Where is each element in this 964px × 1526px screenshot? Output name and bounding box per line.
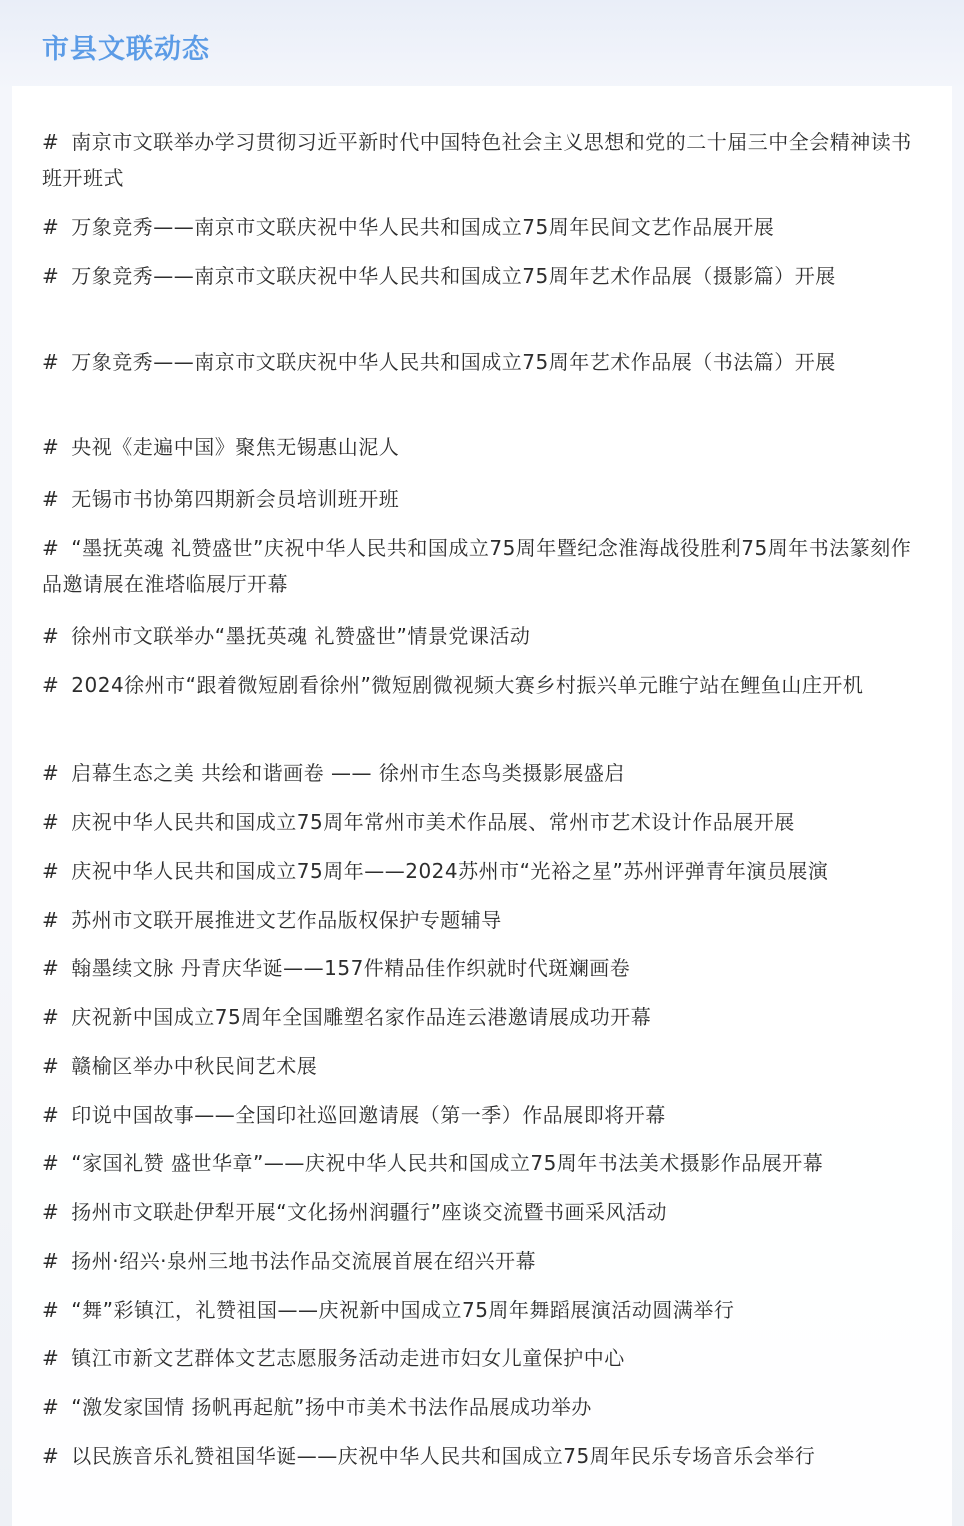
- hash-icon: #: [42, 673, 60, 697]
- news-title: 庆祝新中国成立75周年全国雕塑名家作品连云港邀请展成功开幕: [71, 1005, 652, 1029]
- news-title: 苏州市文联开展推进文艺作品版权保护专题辅导: [71, 908, 502, 932]
- news-item[interactable]: [42, 1292, 924, 1328]
- hash-icon: #: [42, 908, 60, 932]
- news-panel: [12, 86, 952, 1526]
- hash-icon: #: [42, 1200, 60, 1224]
- hash-icon: #: [42, 1005, 60, 1029]
- news-title: 央视《走遍中国》聚焦无锡惠山泥人: [71, 435, 400, 459]
- page-title: 市县文联动态: [42, 34, 210, 65]
- hash-icon: #: [42, 435, 60, 459]
- news-item[interactable]: [42, 755, 924, 791]
- news-title: 徐州市文联举办“墨抚英魂 礼赞盛世”情景党课活动: [71, 624, 531, 648]
- news-item[interactable]: [42, 1194, 924, 1230]
- news-item[interactable]: [42, 999, 924, 1035]
- hash-icon: #: [42, 1249, 60, 1273]
- hash-icon: #: [42, 1395, 60, 1419]
- news-title: 镇江市新文艺群体文艺志愿服务活动走进市妇女儿童保护中心: [71, 1346, 625, 1370]
- hash-icon: #: [42, 350, 60, 374]
- news-title: 无锡市书协第四期新会员培训班开班: [71, 487, 400, 511]
- news-title: “舞”彩镇江，礼赞祖国——庆祝新中国成立75周年舞蹈展演活动圆满举行: [71, 1298, 735, 1322]
- news-item[interactable]: [42, 124, 924, 196]
- news-item[interactable]: [42, 1340, 924, 1376]
- news-item[interactable]: [42, 667, 924, 703]
- news-title: 万象竞秀——南京市文联庆祝中华人民共和国成立75周年艺术作品展（摄影篇）开展: [71, 264, 836, 288]
- hash-icon: #: [42, 1103, 60, 1127]
- news-item[interactable]: [42, 618, 924, 654]
- news-item[interactable]: [42, 344, 924, 380]
- news-title: 以民族音乐礼赞祖国华诞——庆祝中华人民共和国成立75周年民乐专场音乐会举行: [71, 1444, 816, 1468]
- news-item[interactable]: [42, 853, 924, 889]
- hash-icon: #: [42, 130, 60, 154]
- news-item[interactable]: [42, 258, 924, 294]
- news-title: 万象竞秀——南京市文联庆祝中华人民共和国成立75周年艺术作品展（书法篇）开展: [71, 350, 836, 374]
- news-title: “激发家国情 扬帆再起航”扬中市美术书法作品展成功举办: [71, 1395, 592, 1419]
- hash-icon: #: [42, 810, 60, 834]
- news-item[interactable]: [42, 1243, 924, 1279]
- news-title: 启幕生态之美 共绘和谐画卷 —— 徐州市生态鸟类摄影展盛启: [71, 761, 625, 785]
- news-title: “家国礼赞 盛世华章”——庆祝中华人民共和国成立75周年书法美术摄影作品展开幕: [71, 1151, 824, 1175]
- hash-icon: #: [42, 487, 60, 511]
- hash-icon: #: [42, 1298, 60, 1322]
- hash-icon: #: [42, 956, 60, 980]
- news-item[interactable]: [42, 530, 924, 602]
- news-title: 庆祝中华人民共和国成立75周年——2024苏州市“光裕之星”苏州评弹青年演员展演: [71, 859, 829, 883]
- news-title: 万象竞秀——南京市文联庆祝中华人民共和国成立75周年民间文艺作品展开展: [71, 215, 775, 239]
- news-item[interactable]: [42, 950, 924, 986]
- hash-icon: #: [42, 264, 60, 288]
- news-title: 扬州市文联赴伊犁开展“文化扬州润疆行”座谈交流暨书画采风活动: [71, 1200, 667, 1224]
- news-item[interactable]: [42, 1145, 924, 1181]
- hash-icon: #: [42, 859, 60, 883]
- news-item[interactable]: [42, 804, 924, 840]
- news-item[interactable]: [42, 429, 924, 465]
- news-item[interactable]: [42, 902, 924, 938]
- hash-icon: #: [42, 1151, 60, 1175]
- hash-icon: #: [42, 536, 60, 560]
- news-title: 庆祝中华人民共和国成立75周年常州市美术作品展、常州市艺术设计作品展开展: [71, 810, 795, 834]
- hash-icon: #: [42, 1444, 60, 1468]
- news-title: 南京市文联举办学习贯彻习近平新时代中国特色社会主义思想和党的二十届三中全会精神读书班开班式: [42, 130, 912, 190]
- news-title: 2024徐州市“跟着微短剧看徐州”微短剧微视频大赛乡村振兴单元睢宁站在鲤鱼山庄开机: [71, 673, 864, 697]
- hash-icon: #: [42, 761, 60, 785]
- news-title: 印说中国故事——全国印社巡回邀请展（第一季）作品展即将开幕: [71, 1103, 666, 1127]
- news-title: 扬州·绍兴·泉州三地书法作品交流展首展在绍兴开幕: [71, 1249, 536, 1273]
- hash-icon: #: [42, 215, 60, 239]
- news-item[interactable]: [42, 1097, 924, 1133]
- news-title: “墨抚英魂 礼赞盛世”庆祝中华人民共和国成立75周年暨纪念淮海战役胜利75周年书法篆刻作品邀请展在淮塔临展厅开幕: [42, 536, 912, 596]
- news-title: 赣榆区举办中秋民间艺术展: [71, 1054, 318, 1078]
- news-item[interactable]: [42, 1389, 924, 1425]
- news-item[interactable]: [42, 209, 924, 245]
- news-item[interactable]: [42, 481, 924, 517]
- news-title: 翰墨续文脉 丹青庆华诞——157件精品佳作织就时代斑斓画卷: [71, 956, 631, 980]
- news-item[interactable]: [42, 1048, 924, 1084]
- hash-icon: #: [42, 1054, 60, 1078]
- hash-icon: #: [42, 624, 60, 648]
- news-item[interactable]: [42, 1438, 924, 1474]
- hash-icon: #: [42, 1346, 60, 1370]
